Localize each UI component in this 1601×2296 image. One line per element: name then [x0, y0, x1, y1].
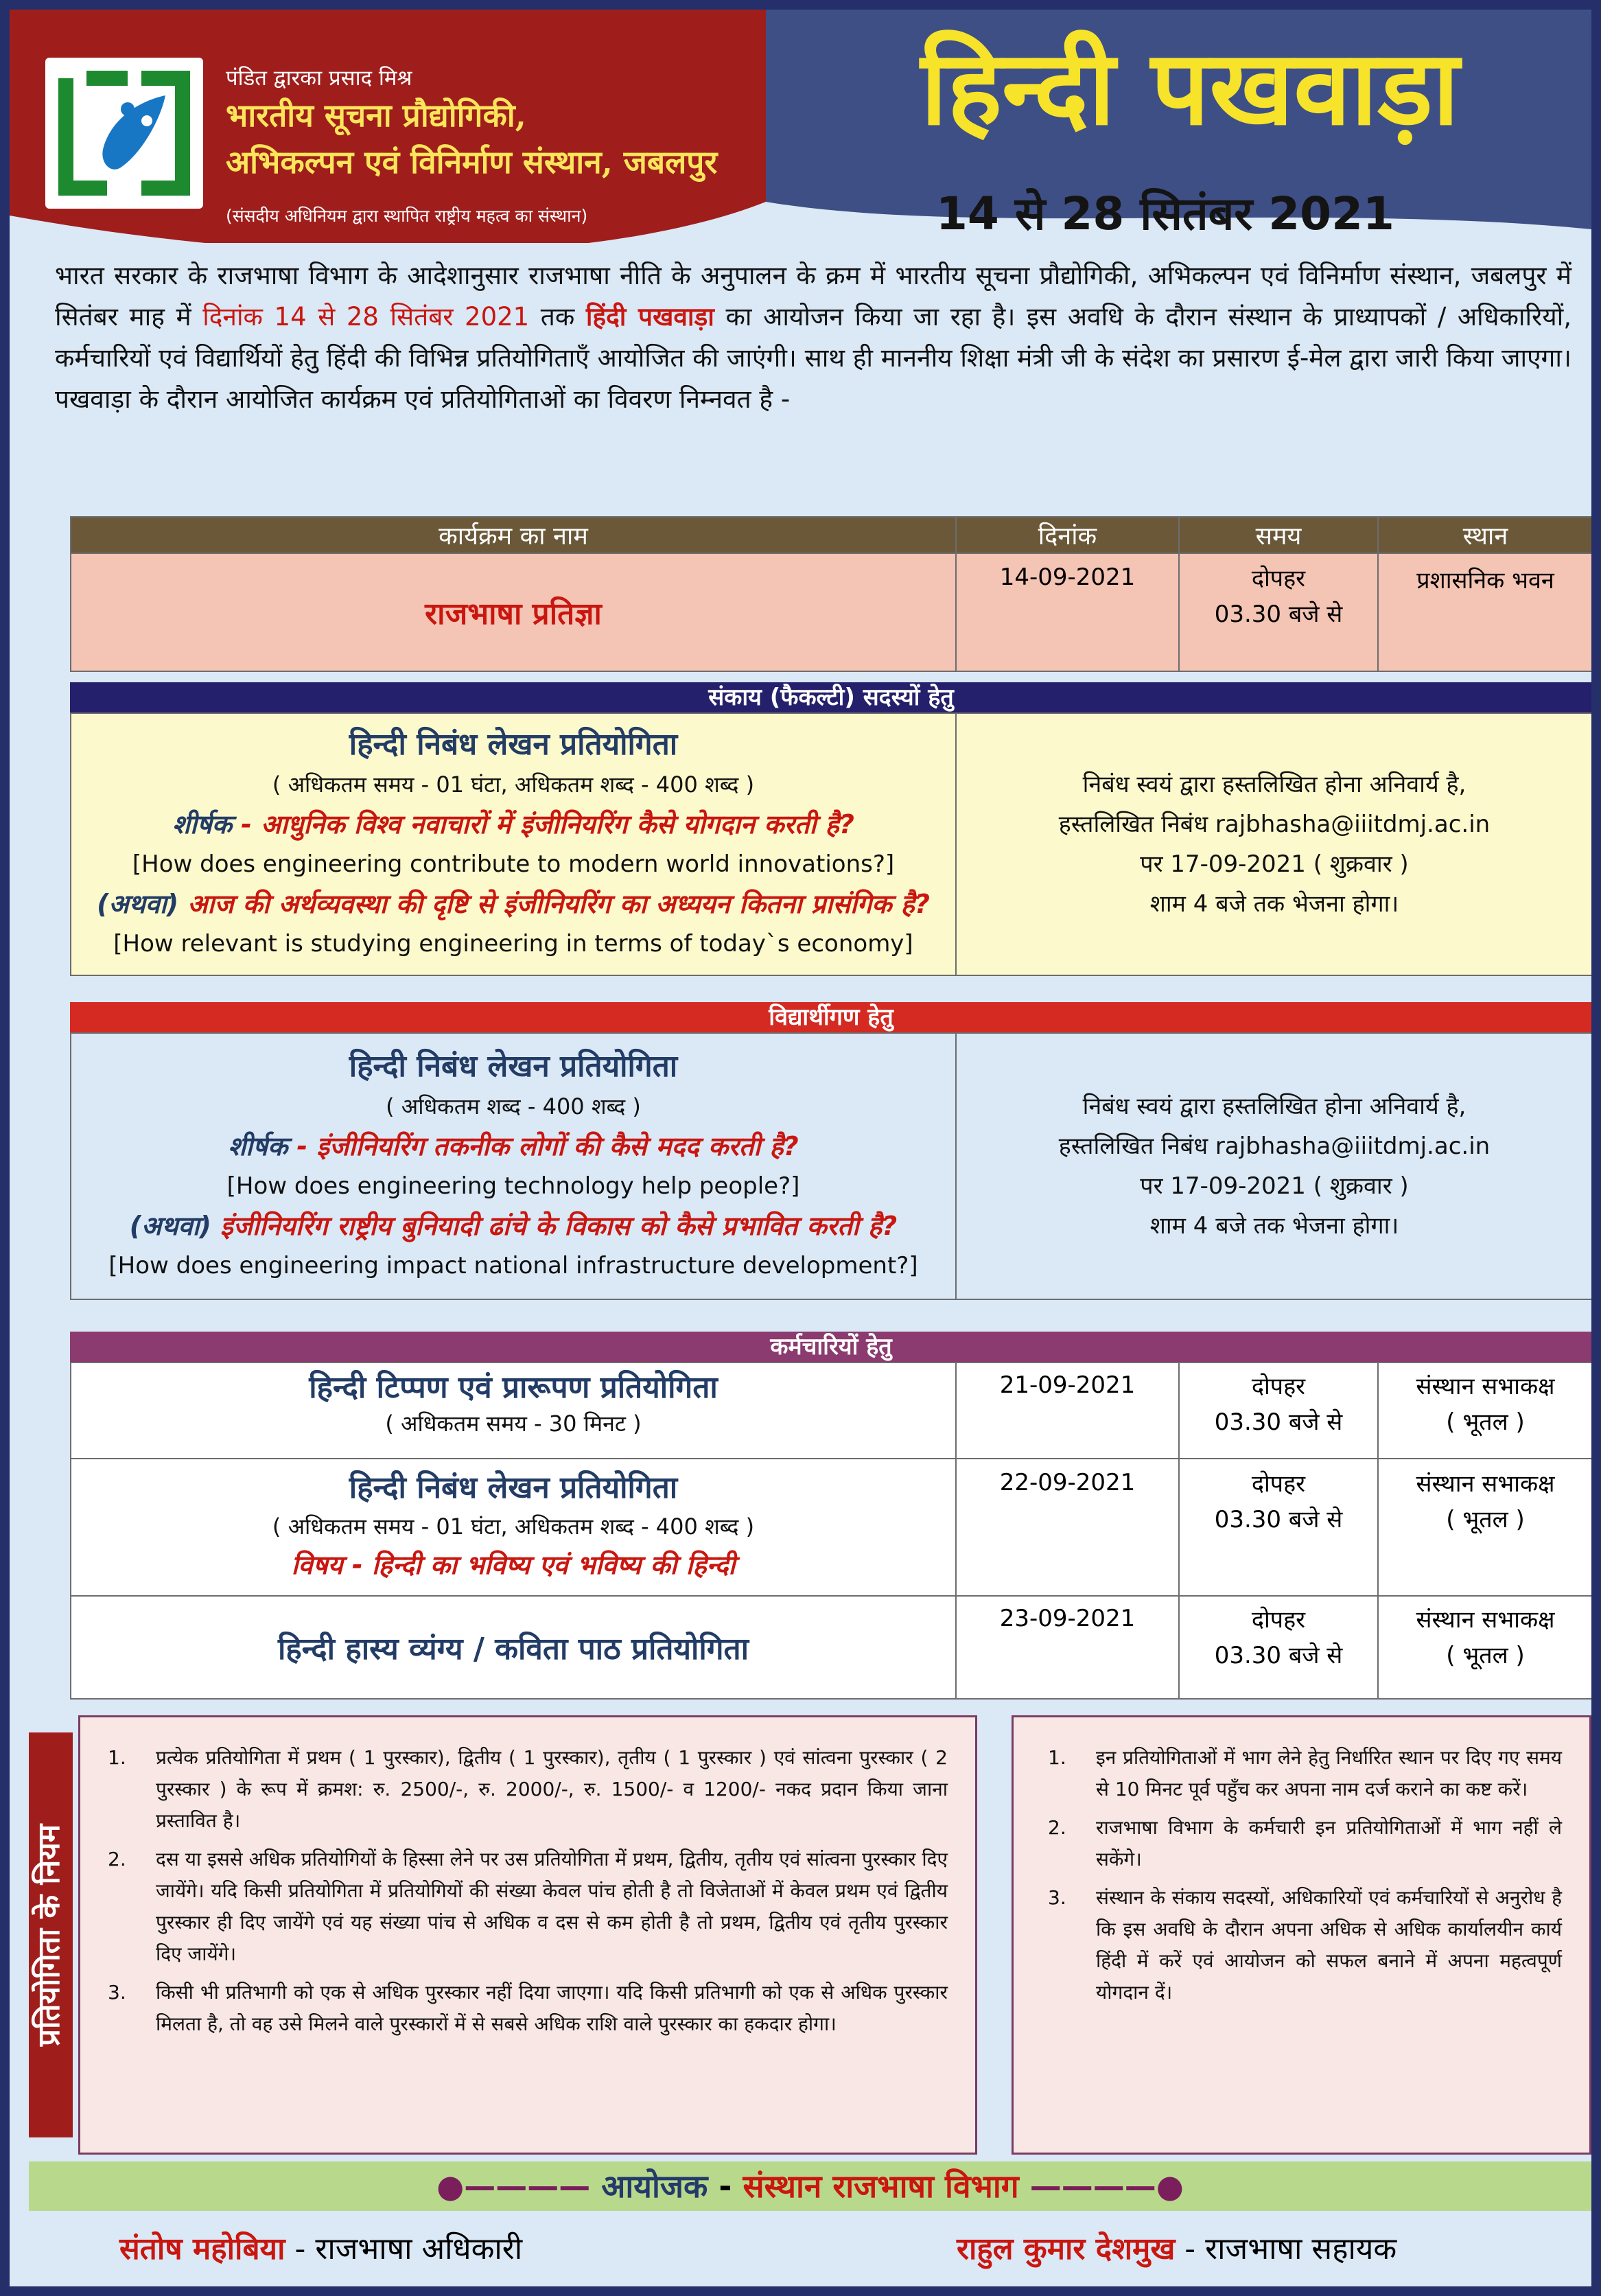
signatory-right-name: राहुल कुमार देशमुख	[957, 2231, 1176, 2266]
col-header-place: स्थान	[1378, 517, 1593, 553]
employees-section	[70, 1332, 1592, 1709]
table-row	[71, 1459, 1593, 1596]
rule-text: दस या इससे अधिक प्रतियोगियों के हिस्सा लेने पर उस प्रतियोगिता में प्रथम, द्वितीय, तृतीय एवं सांत्वना पुरस्कार दिए जायेंगे। यदि किसी प्रतियोगिता में प्रतियोगियों की संख्या केवल पांच होती है तो विजेताओं में केवल प्रथम एवं द्वितीय पुरस्कार ही दिए जायेंगे एवं यह संख्या पांच से अधिक व दस से कम होती है तो प्रथम, द्वितीय एवं तृतीय पुरस्कार दिए जायेंगे।	[156, 1848, 948, 1965]
signatory-right-role: - राजभाषा सहायक	[1175, 2231, 1397, 2266]
students-note-1: निबंध स्वयं द्वारा हस्तलिखित होना अनिवार्य है,	[1082, 1093, 1466, 1120]
employee-comp-1-date: 21-09-2021	[956, 1362, 1179, 1459]
col-header-date: दिनांक	[956, 517, 1179, 553]
rules-tab-label: प्रतियोगिता के नियम	[29, 1732, 73, 2137]
table-row	[71, 553, 1593, 671]
students-topic-label: शीर्षक	[228, 1131, 288, 1161]
organizer-dash: -	[708, 2168, 743, 2205]
faculty-competition	[71, 713, 956, 975]
students-topic2	[72, 1206, 955, 1246]
students-section	[70, 1002, 1592, 1318]
rule-text: किसी भी प्रतिभागी को एक से अधिक पुरस्कार नहीं दिया जाएगा। यदि किसी प्रतिभागी को एक से अधिक पुरस्कार मिलता है, तो वह उसे मिलने वाले पुरस्कारों में से सबसे अधिक राशि वाले पुरस्कार का हकदार होगा।	[156, 1981, 948, 2035]
faculty-topic-label: शीर्षक	[172, 809, 232, 839]
list-item	[108, 1742, 948, 1837]
intro-paragraph	[55, 255, 1571, 420]
employee-comp-3-date: 23-09-2021	[956, 1596, 1179, 1699]
employee-comp-1-place2: ( भूतल )	[1446, 1408, 1525, 1436]
page-title: हिन्दी पखवाड़ा	[920, 29, 1460, 148]
students-note-3: पर 17-09-2021 ( शुक्रवार )	[1140, 1172, 1409, 1200]
signatory-left	[119, 2227, 522, 2268]
pledge-name: राजभाषा प्रतिज्ञा	[71, 553, 956, 671]
pledge-place: प्रशासनिक भवन	[1378, 553, 1593, 671]
faculty-topic2	[72, 884, 955, 924]
faculty-eng2: [How relevant is studying engineering in terms of today`s economy]	[113, 930, 913, 958]
faculty-submission-note	[956, 713, 1593, 975]
intro-text-2: तक	[529, 302, 586, 332]
employee-comp-3-time2: 03.30 बजे से	[1214, 1642, 1343, 1669]
pledge-time	[1179, 553, 1378, 671]
students-topic1	[72, 1126, 955, 1166]
pledge-time-line2: 03.30 बजे से	[1214, 601, 1343, 628]
institute-name-line2: अभिकल्पन एवं विनिर्माण संस्थान, जबलपुर	[226, 143, 718, 181]
faculty-topic2-text: आज की अर्थव्यवस्था की दृष्टि से इंजीनियरिंग का अध्ययन कितना प्रासंगिक है?	[178, 889, 930, 919]
faculty-section	[70, 682, 1592, 991]
signatory-right	[957, 2227, 1397, 2268]
students-limits: ( अधिकतम शब्द - 400 शब्द )	[386, 1093, 641, 1120]
students-competition	[71, 1033, 956, 1299]
rule-number: 2.	[1048, 1816, 1066, 1839]
employee-comp-3-place1: संस्थान सभाकक्ष	[1416, 1606, 1555, 1634]
faculty-note-3: पर 17-09-2021 ( शुक्रवार )	[1140, 850, 1409, 878]
students-topic2-text: इंजीनियरिंग राष्ट्रीय बुनियादी ढांचे के विकास को कैसे प्रभावित करती है?	[211, 1211, 898, 1241]
faculty-topic1	[72, 804, 955, 844]
students-bar: विद्यार्थीगण हेतु	[70, 1002, 1592, 1032]
employee-comp-2	[71, 1459, 956, 1596]
intro-date-highlight: दिनांक 14 से 28 सितंबर 2021	[202, 302, 530, 332]
employee-comp-1-time	[1179, 1362, 1378, 1459]
rule-text: संस्थान के संकाय सदस्यों, अधिकारियों एवं कर्मचारियों से अनुरोध है कि इस अवधि के दौरान अपना अधिक से अधिक कार्यालयीन कार्य हिंदी में करें एवं आयोजन को सफल बनाने में अपना महत्वपूर्ण योगदान दें।	[1096, 1886, 1562, 2004]
table-row	[71, 1596, 1593, 1699]
students-note-4: शाम 4 बजे तक भेजना होगा।	[1149, 1212, 1399, 1240]
col-header-name: कार्यक्रम का नाम	[71, 517, 956, 553]
faculty-topic1-text: - आधुनिक विश्व नवाचारों में इंजीनियरिंग कैसे योगदान करती है?	[231, 809, 854, 839]
table-row	[71, 1362, 1593, 1459]
list-item	[1048, 1812, 1562, 1875]
faculty-note-1: निबंध स्वयं द्वारा हस्तलिखित होना अनिवार्य है,	[1082, 771, 1466, 798]
employee-comp-1-place1: संस्थान सभाकक्ष	[1416, 1373, 1555, 1400]
intro-text-3: का आयोजन किया जा रहा है। इस अवधि के दौरान संस्थान के प्राध्यापकों / अधिकारियों, कर्मचारियों एवं विद्यार्थियों हेतु हिंदी की विभिन्न प्रतियोगिताएँ आयोजित की जाएंगी। साथ ही माननीय शिक्षा मंत्री जी के संदेश का प्रसारण ई-मेल द्वारा जारी किया जाएगा। पखवाड़ा के दौरान आयोजित कार्यक्रम एवं प्रतियोगिताओं का विवरण निम्नवत है -	[55, 302, 1571, 414]
employee-comp-3-time1: दोपहर	[1251, 1606, 1306, 1634]
signatory-left-role: - राजभाषा अधिकारी	[285, 2231, 523, 2266]
employee-comp-2-sub: ( अधिकतम समय - 01 घंटा, अधिकतम शब्द - 400 शब्द )	[272, 1514, 755, 1540]
employee-comp-3-time	[1179, 1596, 1378, 1699]
col-header-time: समय	[1179, 517, 1378, 553]
faculty-note-2: हस्तलिखित निबंध rajbhasha@iiitdmj.ac.in	[1058, 811, 1491, 838]
faculty-or-label: (अथवा)	[97, 889, 179, 919]
faculty-bar: संकाय (फैकल्टी) सदस्यों हेतु	[70, 682, 1592, 712]
students-submission-note	[956, 1033, 1593, 1299]
employee-comp-2-topic: विषय - हिन्दी का भविष्य एवं भविष्य की हिन्दी	[291, 1550, 736, 1580]
employee-comp-1-place	[1378, 1362, 1593, 1459]
employee-comp-2-time2: 03.30 बजे से	[1214, 1506, 1343, 1533]
list-item	[108, 1977, 948, 2040]
employee-comp-2-title: हिन्दी निबंध लेखन प्रतियोगिता	[349, 1470, 678, 1505]
list-item	[108, 1844, 948, 1970]
employee-comp-2-time1: दोपहर	[1251, 1470, 1306, 1498]
employee-comp-2-place1: संस्थान सभाकक्ष	[1416, 1470, 1555, 1498]
faculty-note-4: शाम 4 बजे तक भेजना होगा।	[1149, 890, 1399, 918]
rules-right-box	[1012, 1715, 1591, 2155]
organizer-dot-left: ●————	[436, 2168, 591, 2205]
employee-comp-1	[71, 1362, 956, 1459]
students-note-2: हस्तलिखित निबंध rajbhasha@iiitdmj.ac.in	[1058, 1133, 1491, 1160]
institute-subtitle: (संसदीय अधिनियम द्वारा स्थापित राष्ट्रीय महत्व का संस्थान)	[226, 206, 588, 226]
employee-comp-1-sub: ( अधिकतम समय - 30 मिनट )	[385, 1411, 642, 1437]
faculty-eng1: [How does engineering contribute to modern world innovations?]	[132, 850, 895, 878]
schedule-table	[70, 516, 1592, 674]
employee-comp-2-date: 22-09-2021	[956, 1459, 1179, 1596]
employee-comp-1-time2: 03.30 बजे से	[1214, 1408, 1343, 1436]
faculty-title: हिन्दी निबंध लेखन प्रतियोगिता	[349, 727, 678, 762]
students-eng1: [How does engineering technology help people?]	[226, 1172, 800, 1200]
list-item	[1048, 1742, 1562, 1805]
students-topic1-text: - इंजीनियरिंग तकनीक लोगों की कैसे मदद करती है?	[288, 1131, 799, 1161]
employees-bar: कर्मचारियों हेतु	[70, 1332, 1592, 1362]
faculty-limits: ( अधिकतम समय - 01 घंटा, अधिकतम शब्द - 400 शब्द )	[272, 772, 755, 798]
students-title: हिन्दी निबंध लेखन प्रतियोगिता	[349, 1049, 678, 1084]
rule-number: 1.	[108, 1746, 126, 1769]
organizer-value: संस्थान राजभाषा विभाग	[743, 2168, 1019, 2205]
employee-comp-3-place	[1378, 1596, 1593, 1699]
organizer-bar	[29, 2161, 1591, 2211]
employee-comp-1-title: हिन्दी टिप्पण एवं प्रारूपण प्रतियोगिता	[309, 1370, 718, 1405]
employee-comp-2-place2: ( भूतल )	[1446, 1506, 1525, 1533]
rule-number: 2.	[108, 1848, 126, 1870]
intro-event-highlight: हिंदी पखवाड़ा	[585, 302, 714, 332]
rule-number: 3.	[108, 1981, 126, 2004]
intro-text-1: भारत सरकार के राजभाषा विभाग के आदेशानुसार राजभाषा नीति के अनुपालन के क्रम में भारतीय सूचना प्रौद्योगिकी, अभिकल्पन एवं विनिर्माण संस्थान, जबलपुर में सितंबर माह में	[55, 261, 1571, 332]
employee-comp-1-time1: दोपहर	[1251, 1373, 1306, 1400]
organizer-dot-right: ————●	[1029, 2168, 1184, 2205]
institute-logo	[45, 58, 203, 209]
employee-comp-3-place2: ( भूतल )	[1446, 1642, 1525, 1669]
employee-comp-3	[71, 1596, 956, 1699]
students-eng2: [How does engineering impact national infrastructure development?]	[108, 1252, 918, 1279]
rule-text: प्रत्येक प्रतियोगिता में प्रथम ( 1 पुरस्कार), द्वितीय ( 1 पुरस्कार), तृतीय ( 1 पुरस्कार ) एवं सांत्वना पुरस्कार ( 2 पुरस्कार ) के रूप में क्रमश: रु. 2500/-, रु. 2000/-, रु. 1500/- व 1200/- नकद प्रदान किया जाना प्रस्तावित है।	[156, 1746, 948, 1832]
rule-number: 3.	[1048, 1886, 1066, 1909]
employee-comp-2-place	[1378, 1459, 1593, 1596]
institute-name-line1: भारतीय सूचना प्रौद्योगिकी,	[226, 97, 526, 134]
pledge-date: 14-09-2021	[956, 553, 1179, 671]
organizer-label: आयोजक	[601, 2168, 708, 2205]
employee-comp-2-time	[1179, 1459, 1378, 1596]
students-or-label: (अथवा)	[129, 1211, 211, 1241]
rule-text: इन प्रतियोगिताओं में भाग लेने हेतु निर्धारित स्थान पर दिए गए समय से 10 मिनट पूर्व पहुँच कर अपना नाम दर्ज कराने का कष्ट करें।	[1096, 1746, 1562, 1800]
rule-text: राजभाषा विभाग के कर्मचारी इन प्रतियोगिताओं में भाग नहीं ले सकेंगे।	[1096, 1816, 1562, 1870]
list-item	[1048, 1882, 1562, 2008]
institute-prefix: पंडित द्वारका प्रसाद मिश्र	[226, 66, 412, 91]
rule-number: 1.	[1048, 1746, 1066, 1769]
employee-comp-3-title: हिन्दी हास्य व्यंग्य / कविता पाठ प्रतियोगिता	[277, 1632, 749, 1667]
rules-left-box	[78, 1715, 977, 2155]
event-dates: 14 से 28 सितंबर 2021	[936, 187, 1394, 240]
pledge-time-line1: दोपहर	[1251, 565, 1306, 592]
signatory-left-name: संतोष महोबिया	[119, 2231, 285, 2266]
